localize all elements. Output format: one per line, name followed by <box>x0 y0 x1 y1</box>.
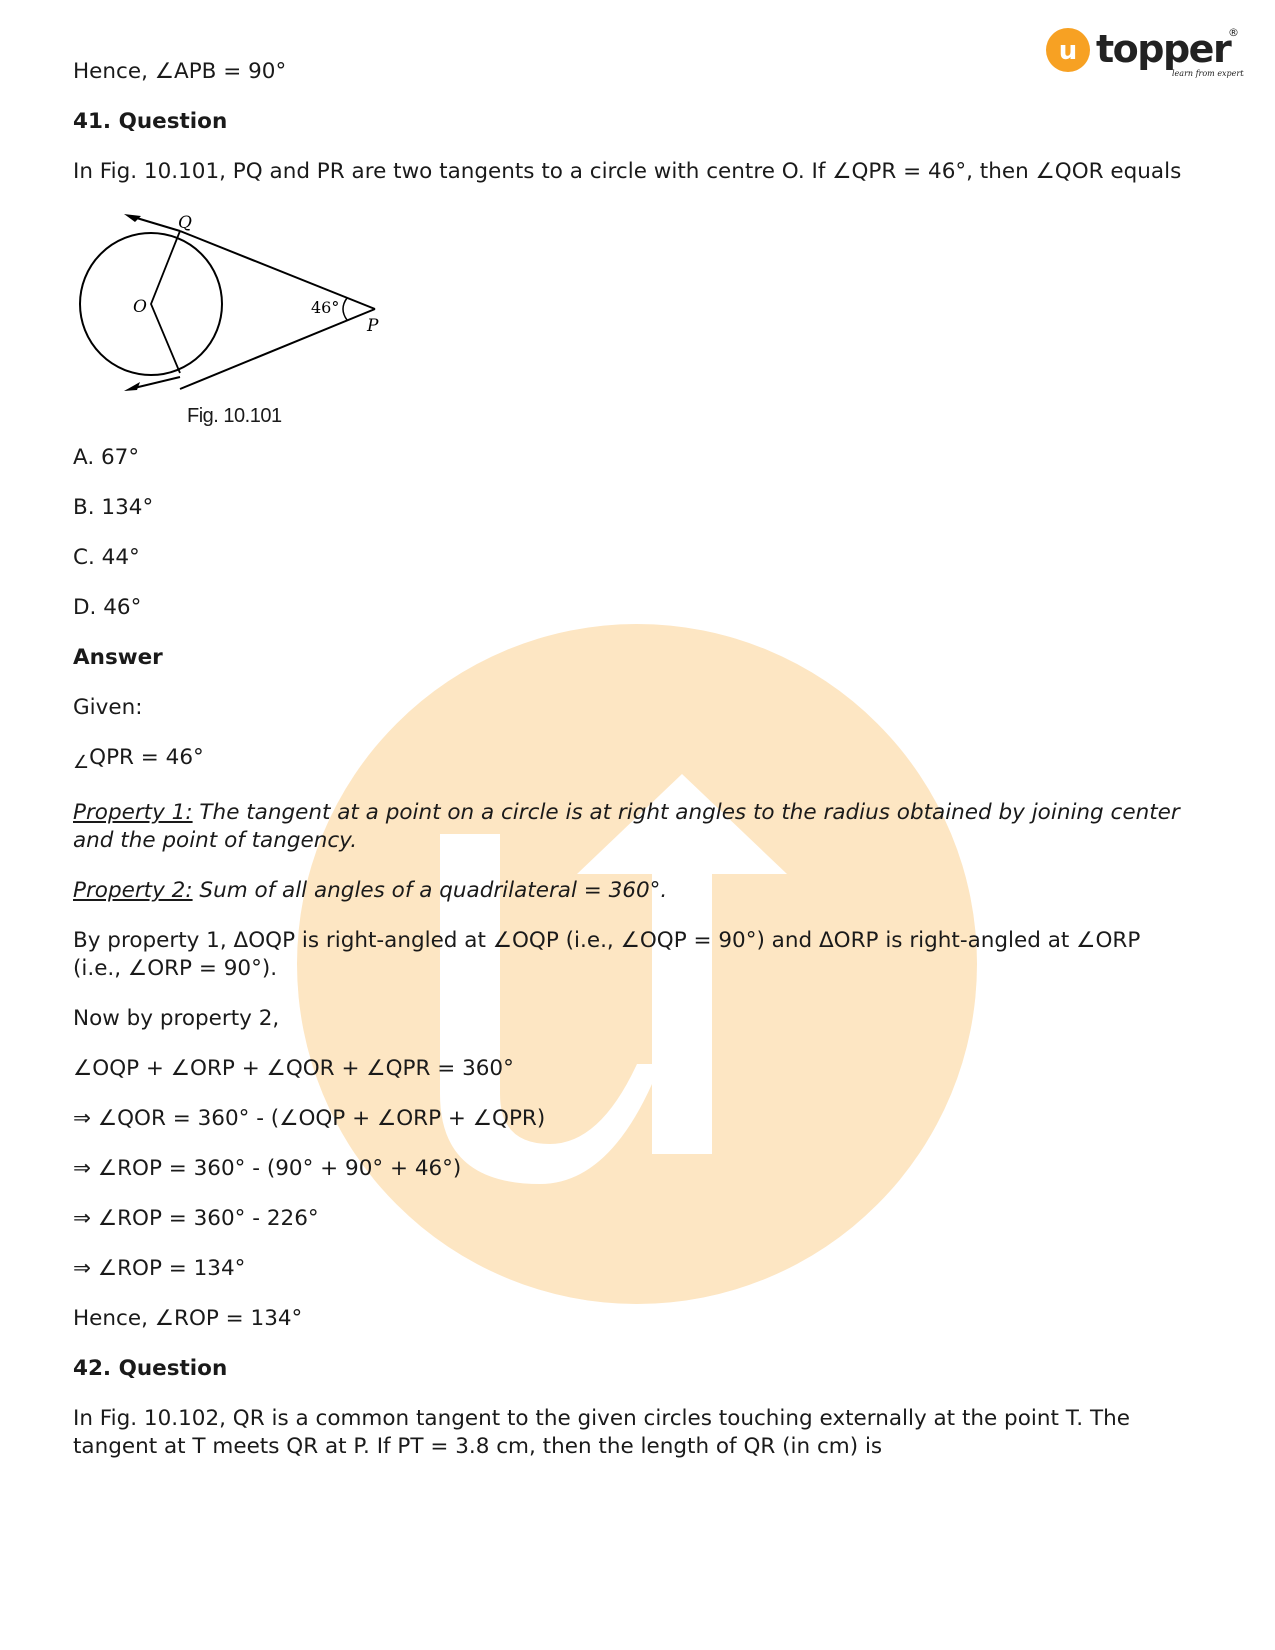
label-o: O <box>133 297 147 317</box>
option-a: A. 67° <box>73 445 140 470</box>
step-5: ⇒ ∠ROP = 134° <box>73 1256 246 1281</box>
step-2: ⇒ ∠QOR = 360° - (∠OQP + ∠ORP + ∠QPR) <box>73 1106 546 1131</box>
figure-10-101 <box>77 208 397 430</box>
step-4: ⇒ ∠ROP = 360° - 226° <box>73 1206 319 1231</box>
question-42-text: In Fig. 10.102, QR is a common tangent to the given circles touching externally at the point T. The tangent at T meets QR at P. If PT = 3.8 cm, then the length of QR (in cm) is <box>73 1406 1130 1459</box>
logo-text: topper <box>1096 27 1231 71</box>
property-1-text: The tangent at a point on a circle is at right angles to the radius obtained by joining center and the point of tangency. <box>73 800 1180 853</box>
logo-tagline: learn from experts <box>1172 69 1244 78</box>
tangent-figure <box>77 208 397 398</box>
question-41-text: In Fig. 10.101, PQ and PR are two tangents to a circle with centre O. If ∠QPR = 46°, then ∠QOR equals <box>73 159 1182 184</box>
option-d: D. 46° <box>73 595 142 620</box>
label-q: Q <box>178 213 192 233</box>
property-1 <box>73 799 1183 855</box>
label-p: P <box>367 316 379 336</box>
property-2 <box>73 877 1183 905</box>
topper-logo <box>1044 22 1244 90</box>
conclusion: Hence, ∠ROP = 134° <box>73 1306 303 1331</box>
property-2-title: Property 2: <box>73 878 193 903</box>
angle-symbol: ∠ <box>73 752 90 773</box>
given-label: Given: <box>73 695 143 720</box>
property-1-title: Property 1: <box>73 800 193 825</box>
question-42-heading: 42. Question <box>73 1356 228 1381</box>
explanation: By property 1, ΔOQP is right-angled at ∠OQP (i.e., ∠OQP = 90°) and ΔORP is right-angled at ∠ORP (i.e., ∠ORP = 90°). <box>73 928 1141 981</box>
step-3: ⇒ ∠ROP = 360° - (90° + 90° + 46°) <box>73 1156 462 1181</box>
logo-letter: u <box>1058 36 1078 66</box>
figure-caption: Fig. 10.101 <box>187 405 282 427</box>
page-content <box>73 58 1183 1483</box>
now-line: Now by property 2, <box>73 1006 280 1031</box>
property-2-text: Sum of all angles of a quadrilateral = 360°. <box>192 878 668 903</box>
option-c: C. 44° <box>73 545 140 570</box>
step-1: ∠OQP + ∠ORP + ∠QOR + ∠QPR = 360° <box>73 1056 514 1081</box>
registered-mark: ® <box>1228 26 1239 39</box>
question-41-heading: 41. Question <box>73 109 228 134</box>
angle-label: 46° <box>311 298 340 317</box>
option-b: B. 134° <box>73 495 154 520</box>
answer-heading: Answer <box>73 645 163 670</box>
previous-answer-line: Hence, ∠APB = 90° <box>73 59 287 84</box>
given-value: ∠QPR = 46° <box>73 745 204 773</box>
